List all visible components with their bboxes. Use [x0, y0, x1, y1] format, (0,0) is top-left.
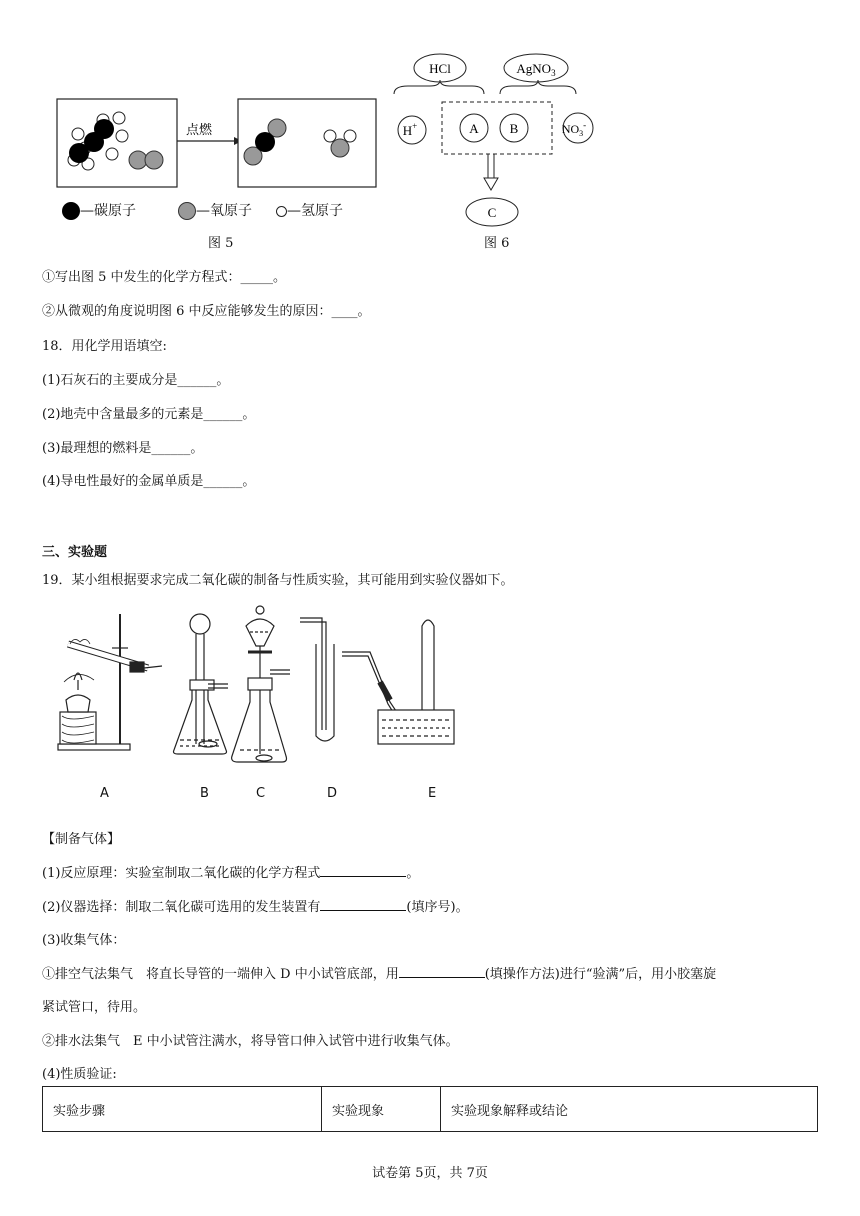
prep-part1: (1)反应原理：实验室制取二氧化碳的化学方程式 。 [42, 862, 419, 881]
q18-part3: (3)最理想的燃料是______。 [42, 441, 204, 456]
apparatus-label-a: A [100, 786, 109, 801]
oxygen-atom-icon [178, 202, 196, 220]
prep-part4: (4)性质验证: [42, 1067, 117, 1082]
header-phenomenon: 实验现象 [322, 1087, 441, 1132]
legend-oxygen: —氧原子 [178, 200, 252, 220]
header-conclusion: 实验现象解释或结论 [441, 1087, 818, 1132]
apparatus-figure [50, 604, 470, 774]
apparatus-label-e: E [428, 786, 437, 801]
apparatus-label-d: D [327, 786, 338, 801]
ignition-label: 点燃 [186, 122, 213, 137]
agno3-label: AgNO$_3$ [516, 61, 556, 78]
q19-title: 19．某小组根据要求完成二氧化碳的制备与性质实验，其可能用到实验仪器如下。 [42, 573, 514, 588]
answer-blank-2[interactable] [320, 897, 406, 911]
prep-heading: 【制备气体】 [42, 832, 121, 847]
q17-part2: ②从微观的角度说明图 6 中反应能够发生的原因：____。 [42, 304, 371, 319]
experiment-table [42, 1086, 818, 1132]
answer-blank-3[interactable] [399, 964, 485, 978]
figure-5-caption: 图 5 [208, 236, 234, 251]
apparatus-b [174, 614, 229, 754]
ion-a-label: A [469, 121, 479, 136]
prep-part3-2: ②排水法集气 E 中小试管注满水，将导管口伸入试管中进行收集气体。 [42, 1034, 459, 1049]
prep-part3-1: ①排空气法集气 将直长导管的一端伸入 D 中小试管底部，用 (填操作方法)进行“验满”后，用小胶塞旋 [42, 963, 716, 982]
figure-6 [388, 50, 608, 230]
q18-part4: (4)导电性最好的金属单质是______。 [42, 474, 256, 489]
apparatus-d [300, 618, 334, 741]
prep-part2: (2)仪器选择：制取二氧化碳可选用的发生装置有 (填序号)。 [42, 896, 469, 915]
prep-part3: (3)收集气体： [42, 933, 126, 948]
apparatus-label-c: C [256, 786, 266, 801]
no3-label: $NO_3^-$ [561, 120, 587, 138]
carbon-atom-icon [62, 202, 80, 220]
apparatus-label-b: B [200, 786, 209, 801]
h-plus-label: H+ [402, 121, 418, 138]
apparatus-c [232, 606, 290, 762]
table-header-row [43, 1087, 818, 1132]
q18-part2: (2)地壳中含量最多的元素是______。 [42, 407, 256, 422]
product-c-label: C [487, 205, 497, 220]
page-footer: 试卷第 5页，共 7页 [372, 1166, 488, 1181]
section-heading: 三、实验题 [42, 545, 108, 560]
legend-carbon: —碳原子 [62, 200, 136, 220]
figure-6-caption: 图 6 [484, 236, 510, 251]
apparatus-e [342, 620, 454, 744]
q17-part1: ①写出图 5 中发生的化学方程式：_____。 [42, 270, 287, 285]
prep-part3-1-continued: 紧试管口，待用。 [42, 1000, 147, 1015]
figure-5 [50, 96, 390, 196]
hydrogen-atom-icon [276, 206, 287, 217]
answer-blank-1[interactable] [320, 863, 406, 877]
agno3-brace [500, 80, 576, 94]
q18-part1: (1)石灰石的主要成分是______。 [42, 373, 230, 388]
apparatus-a [58, 614, 162, 750]
header-steps: 实验步骤 [43, 1087, 322, 1132]
reaction-dashed-box [442, 102, 552, 154]
ion-b-label: B [509, 121, 519, 136]
down-arrow-icon [484, 154, 498, 190]
legend-hydrogen: —氢原子 [276, 200, 343, 220]
q18-title: 18．用化学用语填空: [42, 339, 167, 354]
hcl-label: HCl [429, 61, 451, 76]
